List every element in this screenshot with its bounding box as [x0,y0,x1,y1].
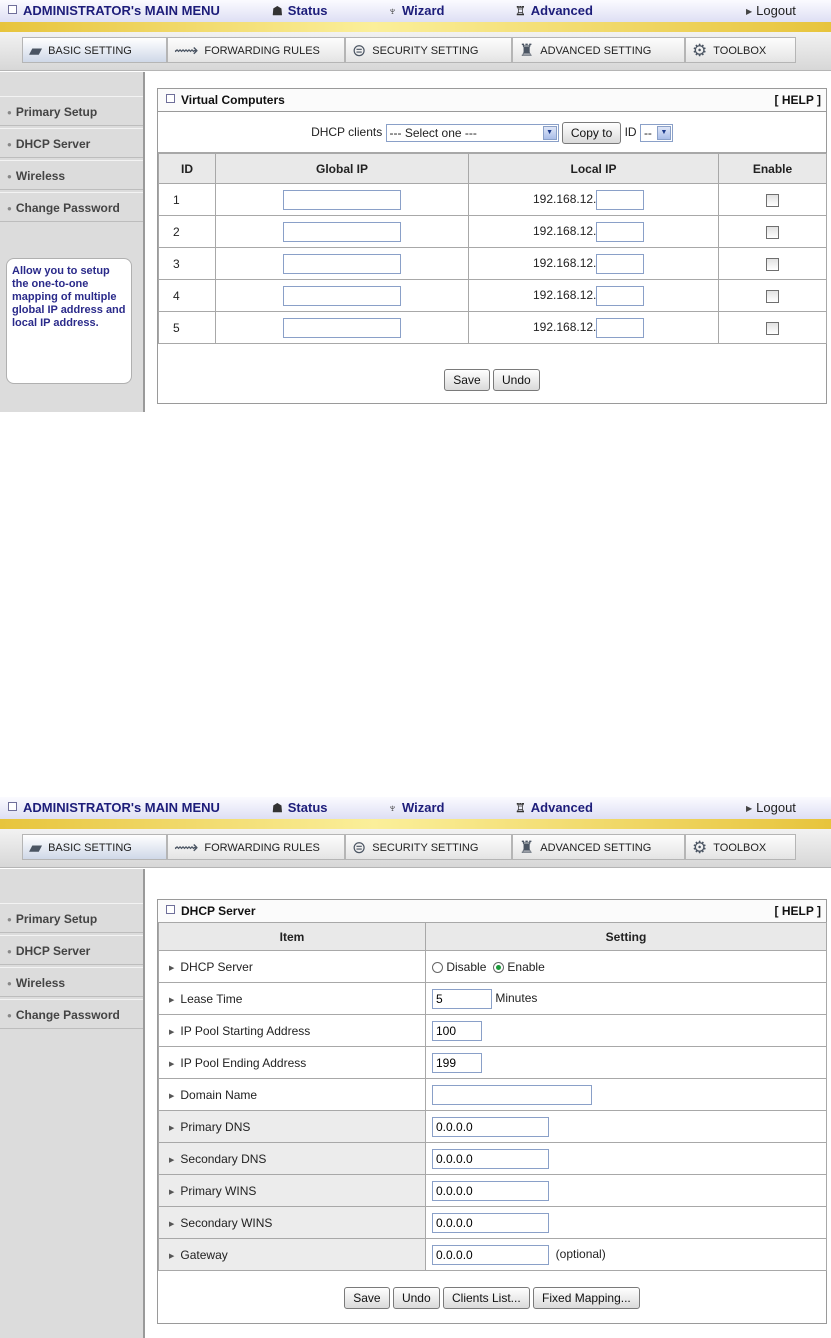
sidebar-label: DHCP Server [15,137,91,151]
row-arrow-icon: ▶ [169,1092,175,1100]
row-arrow-icon: ▶ [169,996,175,1004]
pool-end-input[interactable] [432,1053,482,1073]
table-header-row [159,923,827,951]
clients-list-button[interactable]: Clients List... [443,1287,530,1309]
global-ip-input[interactable] [283,190,401,210]
tab-security-setting[interactable] [345,834,512,860]
sidebar-label: Primary Setup [15,105,98,119]
tab-toolbox[interactable] [685,834,796,860]
row-label: Secondary DNS [180,1151,267,1166]
disable-radio[interactable] [432,962,443,973]
title-square-icon [166,905,175,914]
sidebar-help-box: Allow you to setup the one-to-one mapping of multiple global IP address and local IP address. [6,258,132,384]
vc-button-row [158,369,826,391]
logout-label: Logout [756,3,796,18]
row-label: Gateway [180,1247,228,1262]
bullet-icon: ● [7,204,12,213]
forwarding-icon: ⟿ [174,41,199,60]
row-id: 4 [159,280,216,312]
local-ip-input[interactable] [596,286,644,306]
enable-checkbox[interactable] [766,258,779,271]
enable-checkbox[interactable] [766,322,779,335]
tab-basic-setting[interactable] [22,834,167,860]
security-icon: ⊜ [352,41,367,60]
bullet-icon: ● [7,915,12,924]
tab-security-setting[interactable] [345,37,512,63]
local-ip-input[interactable] [596,254,644,274]
toolbox-icon: ⚙ [692,41,708,60]
help-link[interactable]: [ HELP ] [774,904,821,918]
table-row [159,248,827,280]
sidebar [0,72,145,412]
row-arrow-icon: ▶ [169,964,175,972]
tab-advanced-label: ADVANCED SETTING [540,45,652,57]
tab-advanced-label: ADVANCED SETTING [540,842,652,854]
row-label: Primary WINS [180,1183,257,1198]
row-id: 1 [159,184,216,216]
enable-checkbox[interactable] [766,290,779,303]
table-row [159,1143,827,1175]
forwarding-icon: ⟿ [174,838,199,857]
gold-divider [0,819,831,829]
table-row [159,1239,827,1271]
local-ip-input[interactable] [596,318,644,338]
status-label: Status [287,800,328,815]
advanced-link[interactable] [515,800,593,815]
table-row [159,1015,827,1047]
status-person-icon: ☗ [272,4,283,18]
tab-forwarding-rules[interactable] [167,37,345,63]
tab-forwarding-rules[interactable] [167,834,345,860]
sidebar-item-wireless[interactable] [0,967,143,997]
wizard-icon: ♆ [388,4,397,18]
local-ip-input[interactable] [596,222,644,242]
secondary-dns-input[interactable] [432,1149,549,1169]
advanced-label: Advanced [530,3,593,18]
panel-header [158,900,826,923]
tab-advanced-setting[interactable] [512,37,685,63]
row-arrow-icon: ▶ [169,1124,175,1132]
chevron-down-icon: ▼ [543,126,557,140]
tab-bar [0,32,831,71]
dhcp-button-row [158,1287,826,1309]
enable-label: Enable [507,959,545,974]
sidebar-item-change-password[interactable] [0,999,143,1029]
row-arrow-icon: ▶ [169,1252,175,1260]
col-setting: Setting [426,923,827,951]
tab-basic-setting[interactable] [22,37,167,63]
chevron-down-icon: ▼ [657,126,671,140]
tab-forwarding-label: FORWARDING RULES [204,45,320,57]
logout-link[interactable] [746,800,796,815]
gold-divider [0,22,831,32]
top-menu-bar [0,0,831,23]
status-label: Status [287,3,328,18]
main-menu-link[interactable] [8,800,220,815]
row-label: Domain Name [180,1087,258,1102]
local-ip-prefix: 192.168.12. [533,223,597,238]
tab-toolbox[interactable] [685,37,796,63]
wizard-link[interactable] [388,3,445,18]
bullet-icon: ● [7,1011,12,1020]
local-ip-prefix: 192.168.12. [533,191,597,206]
panel-title-text: DHCP Server [181,904,256,918]
status-link[interactable] [272,800,328,815]
local-ip-prefix: 192.168.12. [533,255,597,270]
tab-forwarding-label: FORWARDING RULES [204,842,320,854]
global-ip-input[interactable] [283,318,401,338]
virtual-computers-table [158,153,827,344]
sidebar-label: Change Password [15,201,120,215]
sidebar-label: Primary Setup [15,912,98,926]
bullet-icon: ● [7,108,12,117]
dhcp-server-panel [157,899,827,1324]
save-button[interactable]: Save [444,369,489,391]
panel-title-text: Virtual Computers [181,93,285,107]
row-id: 5 [159,312,216,344]
table-row [159,312,827,344]
save-button[interactable]: Save [344,1287,389,1309]
dhcp-clients-label: DHCP clients [311,125,383,139]
col-id: ID [159,154,216,184]
main-menu-label: ADMINISTRATOR's MAIN MENU [23,3,220,18]
menu-square-icon [8,802,17,811]
virtual-computers-panel [157,88,827,404]
gateway-input[interactable] [432,1245,549,1265]
top-menu-bar [0,797,831,820]
table-row [159,1111,827,1143]
row-label: IP Pool Ending Address [180,1055,307,1070]
primary-dns-input[interactable] [432,1117,549,1137]
status-link[interactable] [272,3,328,18]
global-ip-input[interactable] [283,222,401,242]
virtual-computers-screen [0,0,831,412]
table-row [159,184,827,216]
panel-header [158,89,826,112]
wizard-icon: ♆ [388,801,397,815]
folder-icon: ▰ [29,838,43,857]
tab-bar [0,829,831,868]
undo-button[interactable]: Undo [393,1287,440,1309]
table-row [159,1207,827,1239]
sidebar-item-primary-setup[interactable] [0,96,143,126]
row-id: 3 [159,248,216,280]
row-arrow-icon: ▶ [169,1220,175,1228]
enable-radio[interactable] [493,962,504,973]
domain-name-input[interactable] [432,1085,592,1105]
table-row [159,1047,827,1079]
tab-advanced-setting[interactable] [512,834,685,860]
local-ip-prefix: 192.168.12. [533,287,597,302]
wizard-link[interactable] [388,800,445,815]
col-enable: Enable [719,154,827,184]
security-icon: ⊜ [352,838,367,857]
sidebar-label: Change Password [15,1008,120,1022]
title-square-icon [166,94,175,103]
row-label: Primary DNS [180,1119,251,1134]
dhcp-clients-select[interactable] [386,124,559,142]
table-row [159,983,827,1015]
bullet-icon: ● [7,947,12,956]
table-row [159,951,827,983]
gateway-optional-label: (optional) [555,1246,606,1261]
lease-unit-label: Minutes [495,990,538,1005]
lease-time-input[interactable] [432,989,492,1009]
toolbox-icon: ⚙ [692,838,708,857]
col-global-ip: Global IP [216,154,469,184]
col-local-ip: Local IP [469,154,719,184]
pool-start-input[interactable] [432,1021,482,1041]
sidebar-item-dhcp-server[interactable] [0,935,143,965]
sidebar-item-change-password[interactable] [0,192,143,222]
disable-label: Disable [446,959,487,974]
global-ip-input[interactable] [283,286,401,306]
id-select-value: -- [643,125,652,140]
advanced-setting-icon: ♜ [519,41,535,60]
enable-checkbox[interactable] [766,226,779,239]
sidebar-label: DHCP Server [15,944,91,958]
row-arrow-icon: ▶ [169,1028,175,1036]
fixed-mapping-button[interactable]: Fixed Mapping... [533,1287,640,1309]
sidebar-label: Wireless [15,976,66,990]
tab-security-label: SECURITY SETTING [372,842,479,854]
row-label: Lease Time [180,991,243,1006]
row-arrow-icon: ▶ [169,1156,175,1164]
global-ip-input[interactable] [283,254,401,274]
id-label: ID [624,125,637,139]
advanced-setting-icon: ♜ [519,838,535,857]
table-row [159,1175,827,1207]
bullet-icon: ● [7,172,12,181]
local-ip-input[interactable] [596,190,644,210]
tab-security-label: SECURITY SETTING [372,45,479,57]
dhcp-clients-row [158,112,826,153]
tab-toolbox-label: TOOLBOX [713,45,767,57]
sidebar [0,869,145,1338]
tab-basic-label: BASIC SETTING [48,45,132,57]
wizard-label: Wizard [402,3,445,18]
table-row [159,1079,827,1111]
logout-label: Logout [756,800,796,815]
folder-icon: ▰ [29,41,43,60]
row-label: DHCP Server [180,959,253,974]
row-arrow-icon: ▶ [169,1060,175,1068]
bullet-icon: ● [7,140,12,149]
copy-to-button[interactable]: Copy to [562,122,621,144]
local-ip-prefix: 192.168.12. [533,319,597,334]
logout-arrow-icon: ▶ [746,7,753,16]
panel-title [166,904,255,918]
logout-link[interactable] [746,3,796,18]
wizard-label: Wizard [402,800,445,815]
col-item: Item [159,923,426,951]
sidebar-item-dhcp-server[interactable] [0,128,143,158]
table-header-row [159,154,827,184]
menu-square-icon [8,5,17,14]
dhcp-server-screen [0,797,831,1338]
row-id: 2 [159,216,216,248]
help-link[interactable]: [ HELP ] [774,93,821,107]
panel-title [166,93,285,107]
dhcp-clients-select-value: --- Select one --- [389,125,477,140]
main-menu-link[interactable] [8,3,220,18]
tab-toolbox-label: TOOLBOX [713,842,767,854]
row-label: Secondary WINS [180,1215,273,1230]
logout-arrow-icon: ▶ [746,804,753,813]
primary-wins-input[interactable] [432,1181,549,1201]
table-row [159,280,827,312]
advanced-link[interactable] [515,3,593,18]
advanced-icon: ♖ [515,4,526,18]
dhcp-settings-table [158,922,827,1271]
undo-button[interactable]: Undo [493,369,540,391]
row-label: IP Pool Starting Address [180,1023,311,1038]
row-arrow-icon: ▶ [169,1188,175,1196]
tab-basic-label: BASIC SETTING [48,842,132,854]
bullet-icon: ● [7,979,12,988]
sidebar-item-primary-setup[interactable] [0,903,143,933]
table-row [159,216,827,248]
sidebar-item-wireless[interactable] [0,160,143,190]
status-person-icon: ☗ [272,801,283,815]
advanced-label: Advanced [530,800,593,815]
main-menu-label: ADMINISTRATOR's MAIN MENU [23,800,220,815]
id-select[interactable] [640,124,673,142]
enable-checkbox[interactable] [766,194,779,207]
advanced-icon: ♖ [515,801,526,815]
sidebar-label: Wireless [15,169,66,183]
secondary-wins-input[interactable] [432,1213,549,1233]
